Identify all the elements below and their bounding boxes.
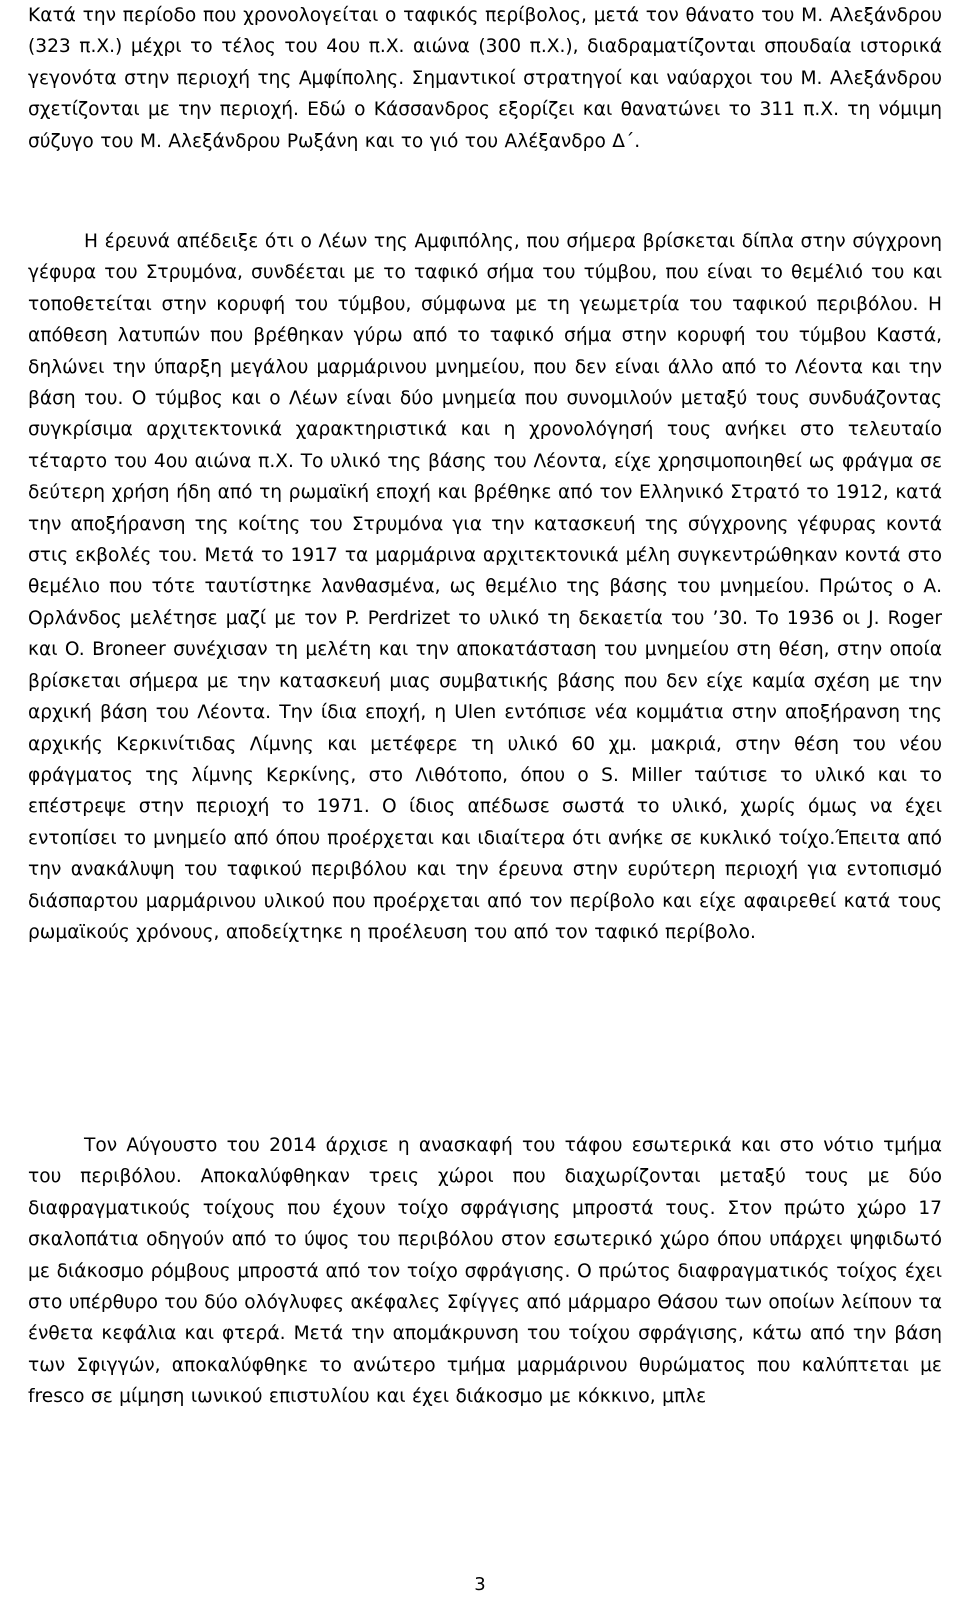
paragraph-lion-research: Η έρευνά απέδειξε ότι ο Λέων της Αμφιπόλης, που σήμερα βρίσκεται δίπλα στην σύγχρονη γέφυρα του Στρυμόνα, συνδέεται με το ταφικό σήμα του τύμβου, που είναι το θεμέλιό του και τοποθετείται στην κορυφή του τύμβου, σύμφωνα με τη γεωμετρία του ταφικού περιβόλου. Η απόθεση λατυπών που βρέθηκαν γύρω από το ταφικό σήμα στην κορυφή του τύμβου Καστά, δηλώνει την ύπαρξη μεγάλου μαρμάρινου μνημείου, που δεν είναι άλλο από το Λέοντα και την βάση του. Ο τύμβος και ο Λέων είναι δύο μνημεία που συνομιλούν μεταξύ τους συνδυάζοντας συγκρίσιμα αρχιτεκτονικά χαρακτηριστικά και η χρονολόγησή τους ανήκει στο τελευταίο τέταρτο του 4ου αιώνα π.Χ. Το υλικό της βάσης του Λέοντα, είχε χρησιμοποιηθεί ως φράγμα σε δεύτερη χρήση ήδη από τη ρωμαϊκή εποχή και βρέθηκε από τον Ελληνικό Στρατό το 1912, κατά την αποξήρανση της κοίτης του Στρυμόνα για την κατασκευή της σύγχρονης γέφυρας κοντά στις εκβολές του. Μετά το 1917 τα μαρμάρινα αρχιτεκτονικά μέλη συγκεντρώθηκαν κοντά στο θεμέλιο που τότε ταυτίστηκε λανθασμένα, ως θεμέλιο της βάσης του μνημείου. Πρώτος ο Α. Ορλάνδος μελέτησε μαζί με τον P. Perdrizet το υλικό τη δεκαετία του ’30. Το 1936 οι J. Roger και O. Broneer συνέχισαν τη μελέτη και την αποκατάσταση του μνημείου στη θέση, στην οποία βρίσκεται σήμερα με την κατασκευή μιας συμβατικής βάσης που δεν είχε καμία σχέση με την αρχική βάση του Λέοντα. Την ίδια εποχή, η Ulen εντόπισε νέα κομμάτια στην αποξήρανση της αρχικής Κερκινίτιδας Λίμνης και μετέφερε τη υλικό 60 χμ. μακριά, στην θέση του νέου φράγματος της λίμνης Κερκίνης, στο Λιθότοπο, όπου ο S. Miller ταύτισε το υλικό και το επέστρεψε στην περιοχή το 1971. Ο ίδιος απέδωσε σωστά το υλικό, χωρίς όμως να έχει εντοπίσει το μνημείο από όπου προέρχεται και ιδιαίτερα ότι ανήκε σε κυκλικό τοίχο.Έπειτα από την ανακάλυψη του ταφικού περιβόλου και την έρευνα στην ευρύτερη περιοχή για εντοπισμό διάσπαρτου μαρμάρινου υλικού που προέρχεται από τον περίβολο και είχε αφαιρεθεί κατά τους ρωμαϊκούς χρόνους, αποδείχτηκε η προέλευση του από τον ταφικό περίβολο. <box>28 231 942 943</box>
paragraph-historical-context: Κατά την περίοδο που χρονολογείται ο ταφικός περίβολος, μετά τον θάνατο του Μ. Αλεξάνδρου (323 π.Χ.) μέχρι το τέλος του 4ου π.Χ. αιώνα (300 π.Χ.), διαδραματίζονται σπουδαία ιστορικά γεγονότα στην περιοχή της Αμφίπολης. Σημαντικοί στρατηγοί και ναύαρχοι του Μ. Αλεξάνδρου σχετίζονται με την περιοχή. Εδώ ο Κάσσανδρος εξορίζει και θανατώνει το 311 π.Χ. τη νόμιμη σύζυγο του Μ. Αλεξάνδρου Ρωξάνη και το γιό του Αλέξανδρο Δ΄. <box>28 5 942 152</box>
paragraph-excavation-2014: Τον Αύγουστο του 2014 άρχισε η ανασκαφή του τάφου εσωτερικά και στο νότιο τμήμα του περιβόλου. Αποκαλύφθηκαν τρεις χώροι που διαχωρίζονται μεταξύ τους με δύο διαφραγματικούς τοίχους που έχουν τοίχο σφράγισης μπροστά τους. Στον πρώτο χώρο 17 σκαλοπάτια οδηγούν από το ύψος του περιβόλου στον εσωτερικό χώρο όπου υπάρχει ψηφιδωτό με διάκοσμο ρόμβους μπροστά από τον τοίχο σφράγισης. Ο πρώτος διαφραγματικός τοίχος έχει στο υπέρθυρο του δύο ολόγλυφες ακέφαλες Σφίγγες από μάρμαρο Θάσου των οποίων λείπουν τα ένθετα κεφάλια και φτερά. Μετά την απομάκρυνση του τοίχου σφράγισης, κάτω από την βάση των Σφιγγών, αποκαλύφθηκε το ανώτερο τμήμα μαρμάρινου θυρώματος που καλύπτεται με fresco σε μίμηση ιωνικού επιστυλίου και έχει διάκοσμο με κόκκινο, μπλε <box>28 1135 942 1408</box>
page-number: 3 <box>474 1574 486 1595</box>
